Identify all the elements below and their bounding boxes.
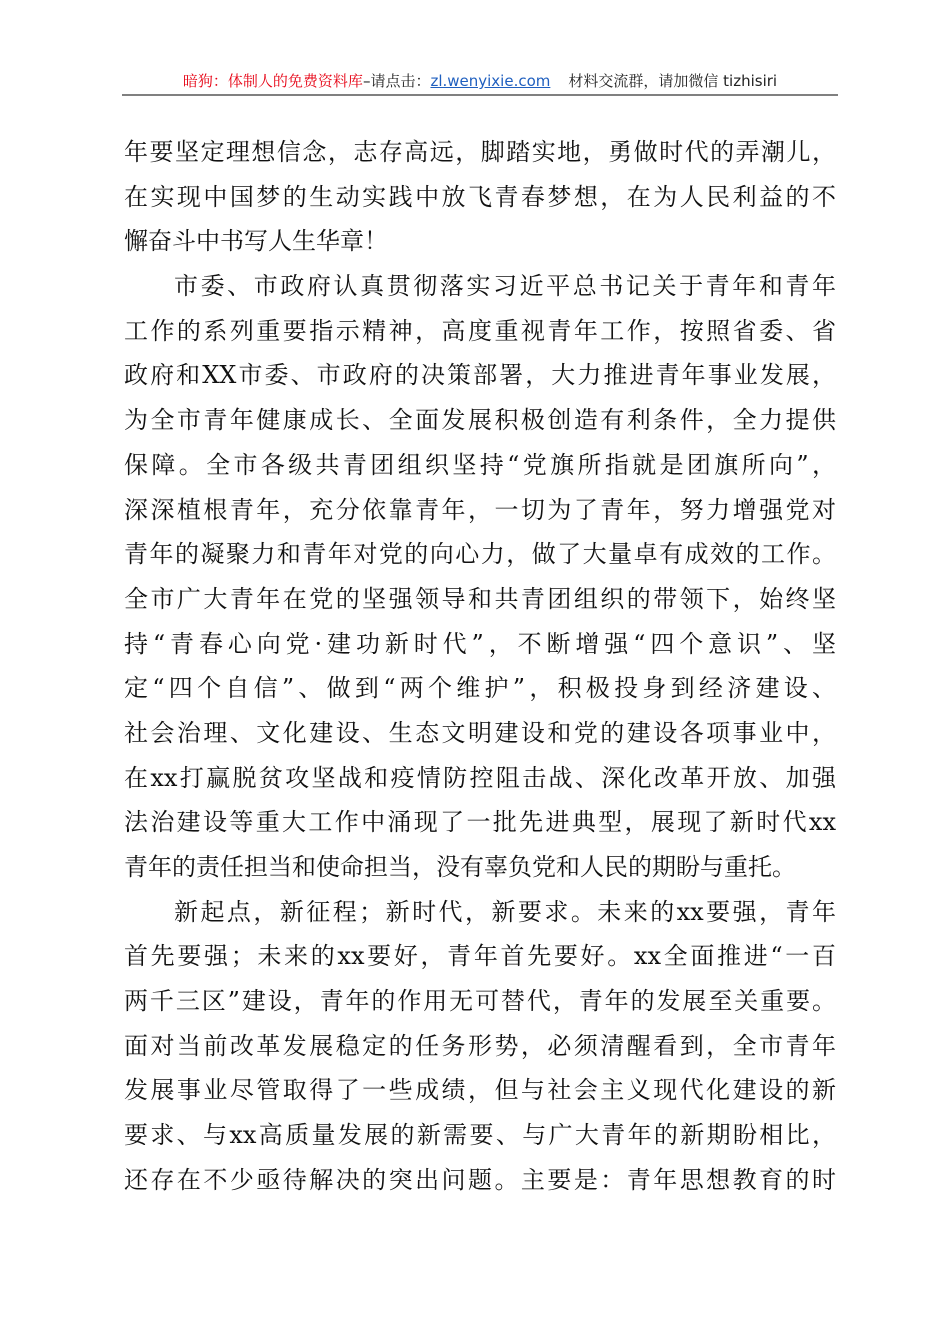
text-line: 工作的系列重要指示精神，高度重视青年工作，按照省委、省 (124, 316, 836, 345)
text-line: 在实现中国梦的生动实践中放飞青春梦想，在为人民利益的不 (124, 182, 836, 211)
text-line: 深深植根青年，充分依靠青年，一切为了青年，努力增强党对 (124, 495, 836, 524)
text-line: 还存在不少亟待解决的突出问题。主要是：青年思想教育的时 (124, 1165, 836, 1194)
document-body (124, 130, 836, 1203)
text-line: 社会治理、文化建设、生态文明建设和党的建设各项事业中， (124, 718, 836, 747)
header-prompt: –请点击： (362, 72, 431, 90)
text-line: 保障。全市各级共青团组织坚持“党旗所指就是团旗所向”， (124, 450, 836, 479)
text-line: 面对当前改革发展稳定的任务形势，必须清醒看到，全市青年 (124, 1031, 836, 1060)
text-line: 年要坚定理想信念，志存高远，脚踏实地，勇做时代的弄潮儿， (124, 138, 836, 166)
text-line: 市委、市政府认真贯彻落实习近平总书记关于青年和青年 (174, 272, 836, 301)
header-link[interactable]: zl.wenyixie.com (430, 72, 551, 90)
header-brand: 暗狗：体制人的免费资料库 (182, 72, 363, 90)
text-line: 要求、与xx高质量发展的新需要、与广大青年的新期盼相比， (124, 1121, 836, 1150)
page-header (122, 70, 838, 96)
text-line: 首先要强；未来的xx要好，青年首先要好。xx全面推进“一百 (124, 942, 836, 971)
text-line: 青年的责任担当和使命担当，没有辜负党和人民的期盼与重托。 (124, 853, 796, 881)
text-line: 全市广大青年在党的坚强领导和共青团组织的带领下，始终坚 (124, 584, 836, 613)
text-line: 两千三区”建设，青年的作用无可替代，青年的发展至关重要。 (124, 987, 836, 1016)
text-line: 发展事业尽管取得了一些成绩，但与社会主义现代化建设的新 (124, 1076, 836, 1105)
text-line: 在xx打赢脱贫攻坚战和疫情防控阻击战、深化改革开放、加强 (124, 763, 836, 792)
text-line: 定“四个自信”、做到“两个维护”，积极投身到经济建设、 (124, 674, 836, 703)
text-line: 持“青春心向党·建功新时代”，不断增强“四个意识”、坚 (124, 629, 836, 658)
header-contact: 材料交流群，请加微信 tizhisiri (568, 72, 778, 90)
text-line: 青年的凝聚力和青年对党的向心力，做了大量卓有成效的工作。 (124, 540, 836, 569)
text-line: 法治建设等重大工作中涌现了一批先进典型，展现了新时代xx (124, 808, 836, 837)
text-line: 为全市青年健康成长、全面发展积极创造有利条件，全力提供 (124, 406, 836, 435)
text-line: 懈奋斗中书写人生华章！ (124, 227, 388, 256)
text-line: 新起点，新征程；新时代，新要求。未来的xx要强，青年 (174, 897, 836, 926)
text-line: 政府和XX市委、市政府的决策部署，大力推进青年事业发展， (124, 361, 836, 390)
